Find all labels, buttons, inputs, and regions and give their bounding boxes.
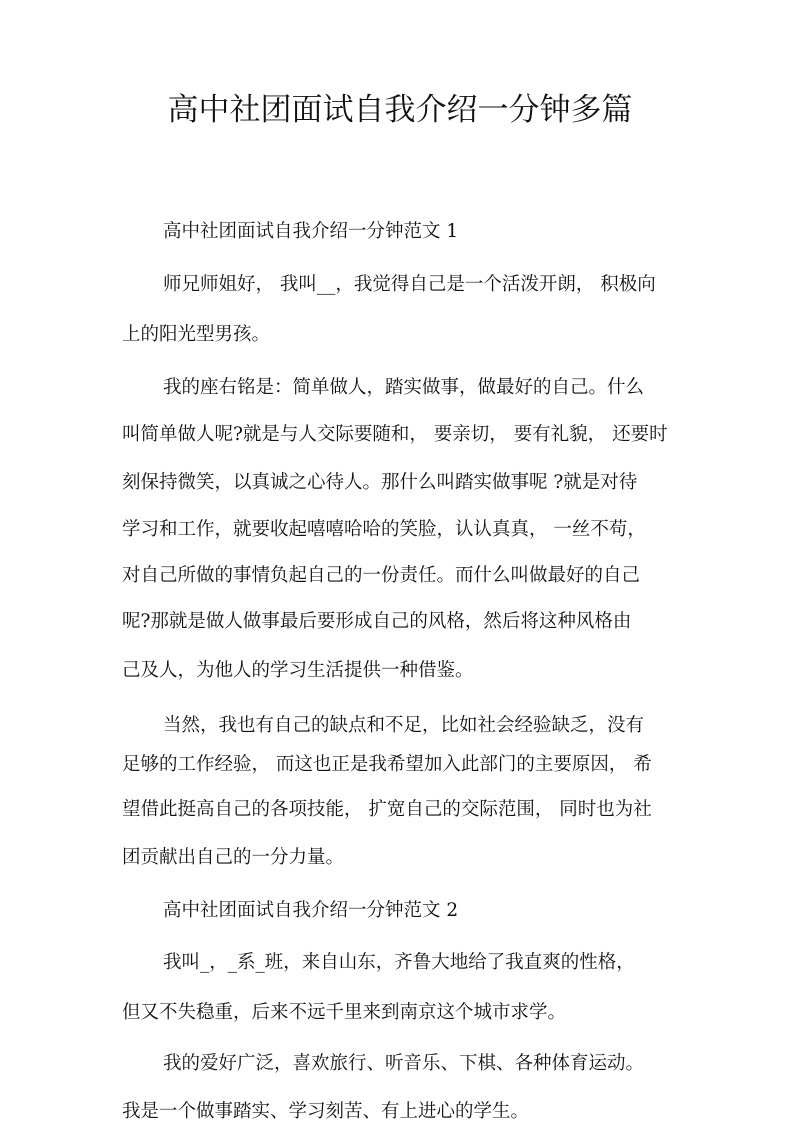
section-heading: 高中社团面试自我介绍一分钟范文 2 [163,900,459,921]
section-heading: 高中社团面试自我介绍一分钟范文 1 [163,221,459,242]
paragraph-line: 学习和工作，就要收起嘻嘻哈哈的笑脸，认认真真， 一丝不苟， [122,519,646,540]
paragraph-line: 团贡献出自己的一分力量。 [122,847,345,868]
paragraph-line: 足够的工作经验， 而这也正是我希望加入此部门的主要原因， 希 [122,754,652,775]
paragraph-line: 己及人，为他人的学习生活提供一种借鉴。 [122,660,474,681]
paragraph-line: 当然，我也有自己的缺点和不足，比如社会经验缺乏，没有 [163,715,645,736]
document-title: 高中社团面试自我介绍一分钟多篇 [167,92,633,128]
paragraph-line: 但又不失稳重，后来不远千里来到南京这个城市求学。 [122,1002,567,1023]
paragraph-line: 上的阳光型男孩。 [122,324,271,345]
paragraph-line: 我的爱好广泛，喜欢旅行、听音乐、下棋、各种体育运动。 [163,1053,645,1074]
paragraph-line: 叫简单做人呢?就是与人交际要随和， 要亲切， 要有礼貌， 还要时 [122,424,668,445]
paragraph-line: 我是一个做事踏实、学习刻苦、有上进心的学生。 [122,1101,530,1122]
paragraph-line: 我的座右铭是：简单做人，踏实做事，做最好的自己。什么 [163,377,645,398]
paragraph-line: 望借此挺高自己的各项技能， 扩宽自己的交际范围， 同时也为社 [122,799,652,820]
paragraph-line: 师兄师姐好， 我叫__，我觉得自己是一个活泼开朗， 积极向 [163,274,656,295]
paragraph-line: 刻保持微笑，以真诚之心待人。那什么叫踏实做事呢 ?就是对待 [122,472,638,493]
paragraph-line: 我叫_，_系_班，来自山东，齐鲁大地给了我直爽的性格， [163,952,635,973]
paragraph-line: 对自己所做的事情负起自己的一份责任。而什么叫做最好的自己 [122,565,641,586]
paragraph-line: 呢?那就是做人做事最后要形成自己的风格，然后将这种风格由 [122,611,632,632]
